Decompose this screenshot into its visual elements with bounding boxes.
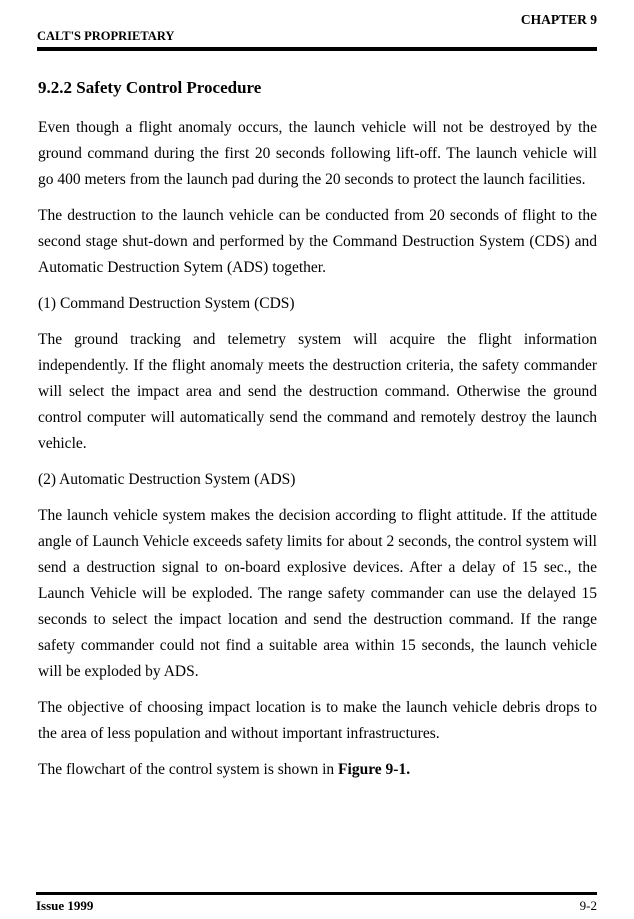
- list-item-cds: (1) Command Destruction System (CDS): [38, 295, 295, 312]
- issue-label: Issue 1999: [36, 898, 94, 913]
- section-heading: 9.2.2 Safety Control Procedure: [38, 78, 262, 97]
- paragraph-flowchart-reference: [38, 757, 597, 783]
- paragraph-impact-objective: The objective of choosing impact location is to make the launch vehicle debris drops to the area of less population and without important infrastructures.: [38, 699, 597, 742]
- paragraph-cds-description: The ground tracking and telemetry system will acquire the flight information independently. If the flight anomaly meets the destruction criteria, the safety commander will select the impact area and send the destruction command. Otherwise the ground control computer will automatically send the command and remotely destroy the launch vehicle.: [38, 331, 597, 452]
- page-header: [0, 0, 634, 51]
- paragraph-lift-off-protection: Even though a flight anomaly occurs, the launch vehicle will not be destroyed by the ground command during the first 20 seconds following lift-off. The launch vehicle will go 400 meters from the launch pad during the 20 seconds to protect the launch facilities.: [38, 119, 597, 188]
- paragraph-destruction-window: The destruction to the launch vehicle can be conducted from 20 seconds of flight to the second stage shut-down and performed by the Command Destruction System (CDS) and Automatic Destruction Sytem (ADS) together.: [38, 207, 597, 276]
- header-rule: [37, 47, 597, 51]
- page-footer: [36, 892, 597, 914]
- flowchart-reference-text: The flowchart of the control system is shown in: [38, 761, 339, 778]
- paragraph-ads-description: The launch vehicle system makes the decision according to flight attitude. If the attitude angle of Launch Vehicle exceeds safety limits for about 2 seconds, the control system will send a destruction signal to on-board explosive devices. After a delay of 15 sec., the Launch Vehicle will be exploded. The range safety commander can use the delayed 15 seconds to select the impact location and send the destruction command. If the range safety commander could not find a suitable area within 15 seconds, the launch vehicle will be exploded by ADS.: [38, 507, 597, 680]
- page-number: 9-2: [579, 898, 597, 913]
- list-item-ads: (2) Automatic Destruction System (ADS): [38, 471, 296, 488]
- proprietary-label: CALT'S PROPRIETARY: [37, 29, 175, 43]
- figure-reference: Figure 9-1.: [338, 761, 411, 778]
- chapter-label: CHAPTER 9: [520, 12, 597, 27]
- page-body: [0, 78, 634, 783]
